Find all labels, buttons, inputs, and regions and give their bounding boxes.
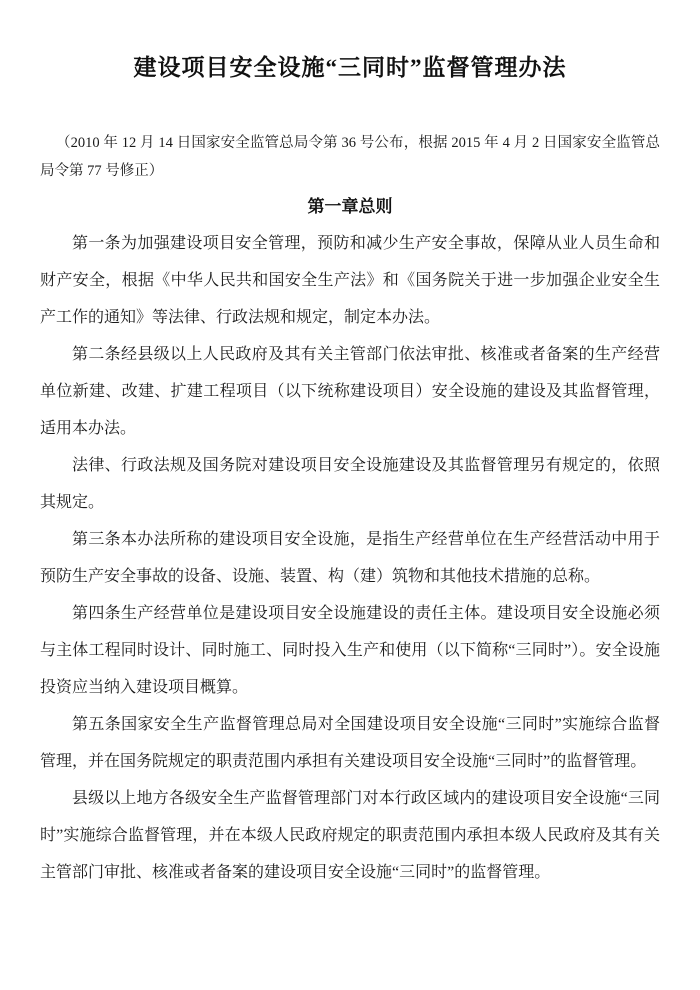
paragraph-article-5-supplement: 县级以上地方各级安全生产监督管理部门对本行政区域内的建设项目安全设施“三同时”实施综合监督管理，并在本级人民政府规定的职责范围内承担本级人民政府及其有关主管部门审批、核准或者备案的建设项目安全设施“三同时”的监督管理。 [40, 790, 660, 881]
paragraph-article-2: 第二条经县级以上人民政府及其有关主管部门依法审批、核准或者备案的生产经营单位新建、改建、扩建工程项目（以下统称建设项目）安全设施的建设及其监督管理，适用本办法。 [40, 346, 660, 437]
document-title: 建设项目安全设施“三同时”监督管理办法 [133, 55, 567, 80]
document-body [40, 225, 660, 891]
chapter-heading: 第一章总则 [307, 197, 393, 216]
paragraph-article-1: 第一条为加强建设项目安全管理，预防和减少生产安全事故，保障从业人员生命和财产安全，根据《中华人民共和国安全生产法》和《国务院关于进一步加强企业安全生产工作的通知》等法律、行政法规和规定，制定本办法。 [40, 235, 660, 326]
paragraph-article-2-supplement: 法律、行政法规及国务院对建设项目安全设施建设及其监督管理另有规定的，依照其规定。 [40, 457, 660, 511]
paragraph-article-4: 第四条生产经营单位是建设项目安全设施建设的责任主体。建设项目安全设施必须与主体工程同时设计、同时施工、同时投入生产和使用（以下简称“三同时”）。安全设施投资应当纳入建设项目概算。 [40, 605, 660, 696]
paragraph-article-3: 第三条本办法所称的建设项目安全设施，是指生产经营单位在生产经营活动中用于预防生产安全事故的设备、设施、装置、构（建）筑物和其他技术措施的总称。 [40, 531, 660, 585]
paragraph-article-5: 第五条国家安全生产监督管理总局对全国建设项目安全设施“三同时”实施综合监督管理，并在国务院规定的职责范围内承担有关建设项目安全设施“三同时”的监督管理。 [40, 716, 660, 770]
preamble: （2010 年 12 月 14 日国家安全监管总局令第 36 号公布，根据 2015 年 4 月 2 日国家安全监管总局令第 77 号修正） [40, 135, 660, 179]
